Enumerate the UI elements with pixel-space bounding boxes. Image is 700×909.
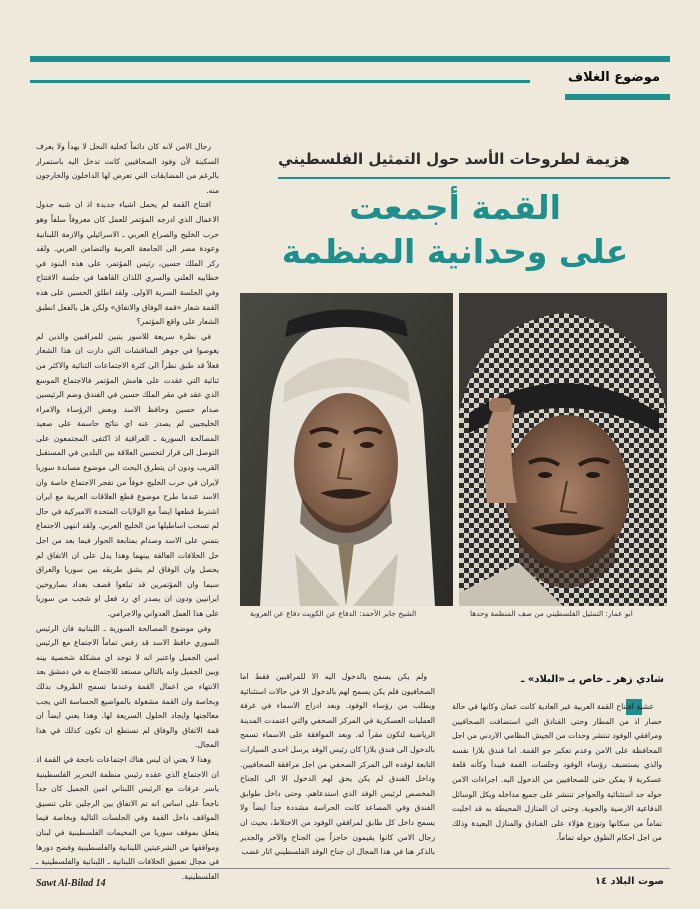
portrait-illustration: [459, 293, 667, 606]
footer-right-label: صوت البلاد ١٤: [594, 876, 664, 887]
middle-paragraph: ولم يكن يسمح بالدخول اليه الا للمراقبين فقط اما الصحافيون فلم يكن يسمح لهم بالدخول الا في حالات استثنائية ويطلب من رؤساء الوفود. وبعد ادراج الاسماء في غرفة العمليات العسكرية في المركز الصحفي والتي اعتمدت المدينة الرياضية لتكون مقراً له. وبعد الموافقة على الاسماء تسمح بالدخول الى فندق بلازا كان رئيس الوفد يرسل احدى السيارات التابعة لوفده الى المركز الصحفي من اجل مرافقة الصحافيين. وداخل الفندق لم يكن يحق لهم الدخول الا الى الجناح المخصص لرئيس الوفد الذي استدعاهم. وحتى داخل طوابق الفندق وفي المصاعد كانت الحراسة مشددة جداً ايضاً ولا يسمح داخل كل طابق لمرافقي الوفود من الاختلاط، بحيث ان رجال الامن كانوا يقيمون حاجزاً بين الجناح والآخر والجدير بالذكر هنا في هذا المجال ان جناح الوفد الفلسطيني اثار غضب: [240, 672, 435, 857]
photo-caption-left: الشيخ جابر الأحمد: الدفاع عن الكويت دفاع عن العروبة: [250, 609, 417, 618]
kicker-rule: [278, 177, 670, 179]
left-column-text: [36, 140, 219, 881]
article-headline: [240, 186, 670, 274]
article-byline: شادي زهر ـ خاص بـ «البلاد» ـ: [520, 674, 664, 685]
photo-sheikh-jaber: [240, 293, 453, 606]
portrait-illustration: [240, 293, 453, 606]
right-paragraph: عشية افتتاح القمة العربية غير العادية كانت عمان وكانها في حالة حصار اذ من المطار وحتى الفنادق التي استضافت الصحافيين ومرافقي الوفود تنتشر وحدات من الجيش النظامي الاردني من اجل المحافظة على الامن وعدم تعكير جو القمة. اما فندق بلازا نفسه والذي يستضيف رؤساء الوفود وجلسات القمة فيبدأ وكأنه قلعة عسكرية لا يمكن حتى للصحافيين من الدخول اليه. اجراءات الامن حوله جد استثنائية والحواجز تنتشر على جميع مداخله ويكل الوسائل الدفاعية الارضية والجوية. وحتى ان المنازل المحيطة به قد اخليت تماماً من سكانها وتوزع هؤلاء على الفنادق والمنازل البعيدة وذلك من اجل احكام الطوق حوله تماماً.: [452, 702, 662, 843]
left-paragraph: رجال الامن لانه كان دائماً كخلية النحل لا يهدأ ولا يعرف السكينة لأن وفود الصحافيين كانت تدخل اليه باستمرار بالرغم من المضايقات التي تعرض لها الداخلون والخارجون منه.: [36, 142, 219, 195]
middle-column-text: [240, 670, 435, 868]
left-paragraph: وفي موضوع المصالحة السورية ـ اللبنانية فان الرئيس السوري حافظ الاسد قد رفض تماماً الاجتماع مع الرئيس امين الجميل واعتبر انه لا توجد اي مشكلة شخصية بينه وبين الجميل وانه بالتالي مستعد للاجتماع به في دمشق بعد الانتهاء من اعمال القمة وعندما تسمح الظروف بذلك وبخاصة وان القمة مشغولة بالمواضيع الحساسة التي يجب معالجتها وايجاد الحلول السريعة لها. وهذا يعني ايضاً ان قمة الاتفاق والوفاق لم تستطع ان تكون كذلك في هذا المجال.: [36, 623, 219, 750]
section-label: موضوع الغلاف: [568, 70, 660, 85]
left-paragraph: وهذا لا يعني ان ليس هناك اجتماعات ناجحة في القمة اذ ان الاجتماع الذي عقده رئيس منظمة التحرير الفلسطينية ياسر عرفات مع الرئيس اللبناني امين الجميل كان جداً ناجحاً على اساس انه تم الاتفاق بين الرجلين على تنسيق المواقف داخل القمة وفي الجلسات التالية وبخاصة فيما يتعلق بموقف سوريا من المخيمات الفلسطينية في لبنان وموافقها من الشرعيتين اللبنانية والفلسطينية وفضح دورها في مجال تعميق الخلافات اللبنانية ـ اللبنانية والفلسطينية ـ الفلسطينية.: [36, 754, 219, 881]
article-kicker: هزيمة لطروحات الأسد حول التمثيل الفلسطيني: [278, 150, 630, 168]
right-column-text: [452, 700, 662, 866]
headline-line-1: القمة أجمعت: [349, 188, 561, 227]
section-accent-bar: [565, 94, 670, 100]
left-paragraph: في نظرة سريعة للاسور يتبين للمراقبين والذين لم يغوصوا في جوهر المناقشات التي دارت ان هذا الشعار فعلاً قد طبق نظراً الى كثرة الاجتماعات الثنائية والاكثر من ثنائية التي عقدت على هامش المؤتمر فالاجتماع الموسع الذي عقد في مقر الملك حسين في الفندق وضم الرئيسين صدام حسين وحافظ الاسد وبعض الرؤساء والامراء الخليجيين لم يصدر عنه اي نتائج حاسمة على صعيد المصالحة السورية ـ العراقية اذ اكتفى المجتمعون على التوصل الى قرار لتحسين العلاقة بين البلدين في المستقبل القريب ودون ان يتطرق البحث الى موضوع مساندة سوريا لايران في حرب الخليج خوفاً من تفجر الاجتماع خاصة وان الاسد عندما طرح موضوع قطع العلاقات العربية مع ايران اشترط قطعها ايضاً مع الولايات المتحدة الاميركية في حال لم تسحب اساطيلها من الخليج العربي. ولقد انتهى الاجتماع بتمني على الاسد وصدام بمتابعة الحوار فيما بعد من اجل حل الخلافات العالقة بينهما وهذا يدل على ان الاتفاق لم يحصل وان الوفاق لم يشق طريقه بين سوريا والعراق سيما وان المؤتمرين قد تبلغوا قصف بغداد بصاروخين ايرانيين ودون ان يصدر اي رد فعل او شجب من سوريا على هذا العمل العدواني والاجرامي.: [36, 331, 219, 618]
top-rule: [30, 56, 670, 62]
photo-abu-ammar: [459, 293, 667, 606]
left-paragraph: افتتاح القمة لم يحمل اشياء جديدة اذ ان شبه جدول الاعمال الذي ادرجه المؤتمر للعمل كان معروفاً سلفاً وهو حرب الخليج والصراع العربي ـ الاسرائيلي والازمة اللبنانية وعودة مصر الى الجامعة العربية والتضامن العربي. ولقد ركز الملك حسين، رئيس المؤتمر، على هذه البنود في خطابيه العلني والسري اللذان القاهما في جلسة الافتتاح وفي الجلسة السرية الاولى. ولقد اطلق الحسين على هذه القمة شعار «قمة الوفاق والاتفاق» ولكن هل بالفعل انطبق الشعار على واقع المؤتمر؟: [36, 200, 219, 327]
headline-line-2: على وحدانية المنظمة: [281, 232, 629, 271]
section-rule: [30, 80, 530, 83]
footer-rule: [30, 868, 670, 869]
footer-left-label: Sawt Al-Bilad 14: [36, 878, 106, 889]
photo-caption-right: ابو عمار: التمثيل الفلسطيني من صف المنظمة وحدها: [470, 609, 633, 618]
